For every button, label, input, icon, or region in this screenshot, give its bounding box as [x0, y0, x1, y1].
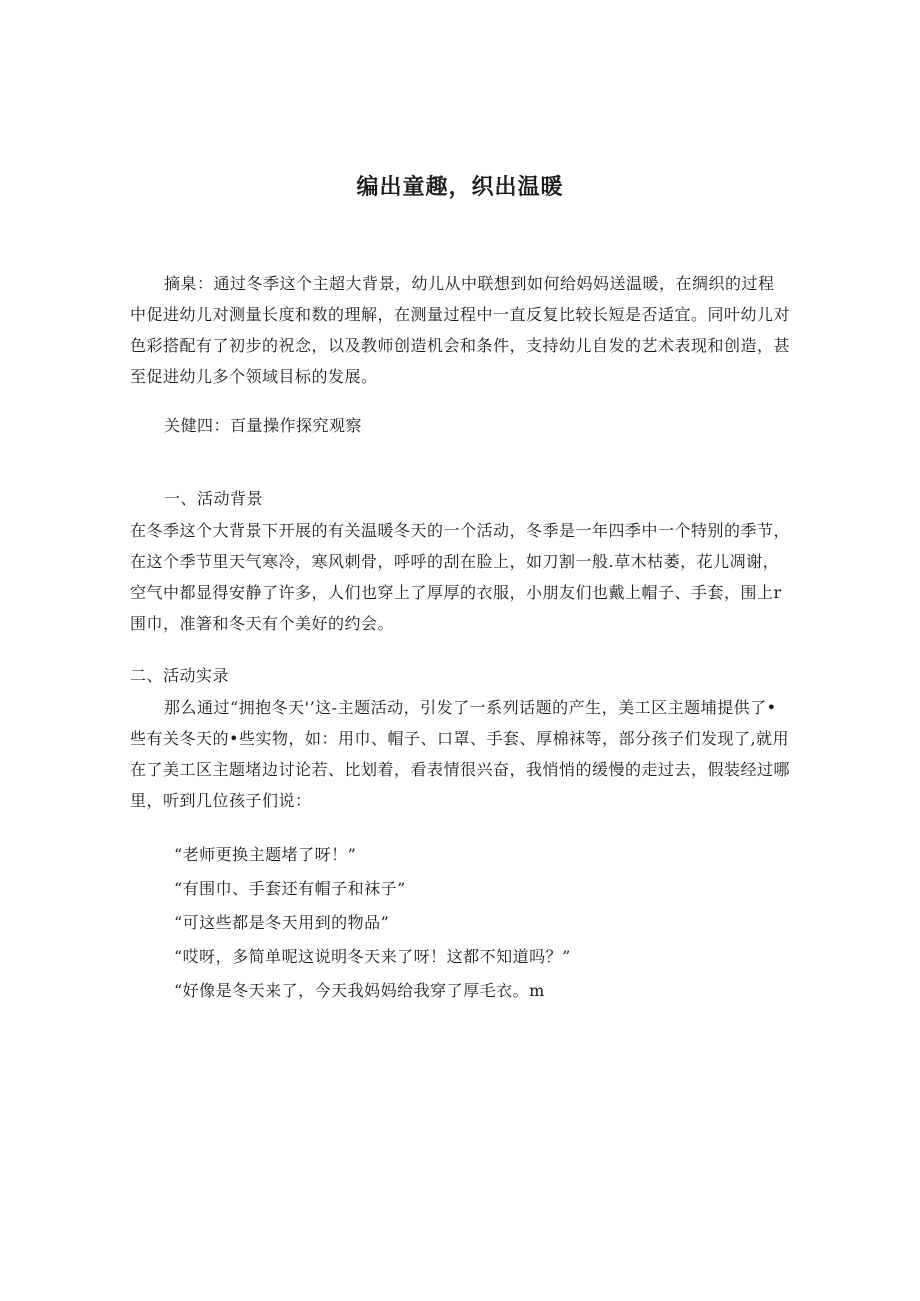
quotes-list	[174, 838, 571, 1008]
section-heading-record: 二、活动实录	[130, 666, 230, 685]
section-body-record: 那么通过“拥抱冬天'’这-主题活动，引发了一系列话题的产生，美工区主题埔提供了•些有关冬天的•些实物，如：用巾、帽子、口罩、手套、厚棉袜等，部分孩子们发现了,就用在了美工区主题堵边讨论若、比划着，看表情很兴奋，我悄悄的缓慢的走过去，假装经过哪里，听到几位孩子们说：	[130, 698, 791, 810]
abstract-paragraph: 摘臬：通过冬季这个主超大背景，幼儿从中联想到如何给妈妈送温暖，在绸织的过程中促进幼儿对测量长度和数的理解，在测量过程中一直反复比较长短是否适宜。同叶幼儿对色彩搭配有了初步的祝念，以及教师创造机会和条件，支持幼儿自发的艺术表现和创造，甚至促进幼儿多个领域目标的发展。	[130, 274, 791, 386]
quote-line: “老师更换主题堵了呀！”	[174, 845, 357, 864]
quote-line: “可这些都是冬天用到的物品”	[174, 913, 390, 932]
quote-line: “哎呀，多简单呢这说明冬天来了呀！这都不知道吗？”	[174, 947, 571, 966]
page-title: 编出童趣，织出温暖	[356, 175, 564, 200]
quote-line: “好像是冬天来了，今天我妈妈给我穿了厚毛衣。m	[174, 981, 545, 1000]
quote-line: “有围巾、手套还有帽子和袜子”	[174, 879, 406, 898]
section-body-background: 在冬季这个大背景下开展的有关温暖冬天的一个活动，冬季是一年四季中一个特别的季节，在这个季节里天气寒冷，寒风刺骨，呼呼的刮在脸上，如刀割一般.草木枯萎，花儿凋谢，空气中都显得安静了许多，人们也穿上了厚厚的衣服，小朋友们也戴上帽子、手套，围上r围巾，准箸和冬天有个美好的约会。	[130, 521, 791, 633]
section-heading-background: 一、活动背景	[164, 489, 264, 508]
keywords-line: 关健四：百量操作探究观察	[164, 416, 363, 435]
